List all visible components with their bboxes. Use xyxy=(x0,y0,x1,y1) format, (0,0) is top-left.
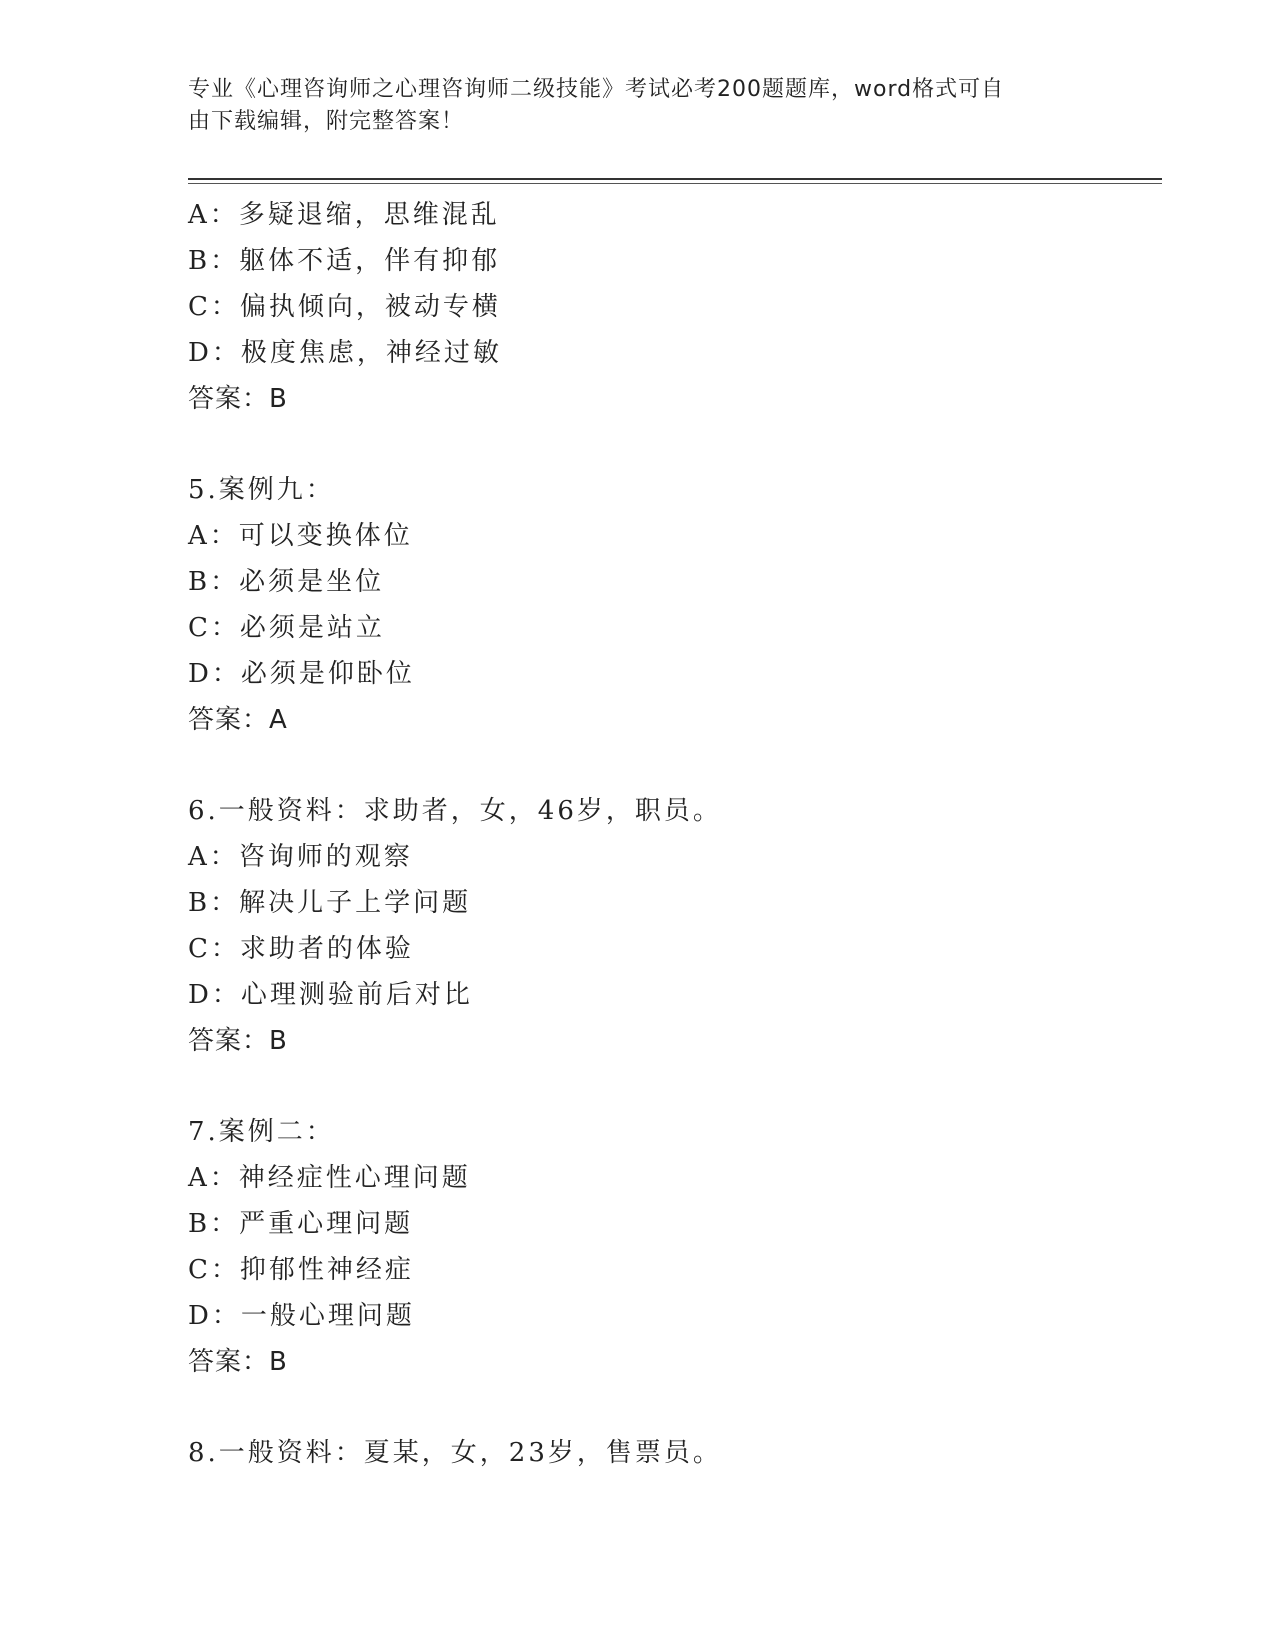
option-d: D：极度焦虑，神经过敏 xyxy=(188,338,502,368)
option-c: C：抑郁性神经症 xyxy=(188,1255,414,1285)
option-b: B：躯体不适，伴有抑郁 xyxy=(188,246,501,276)
question-title: 8.一般资料：夏某，女，23岁，售票员。 xyxy=(188,1438,722,1468)
question-block xyxy=(188,1109,1148,1385)
option-c: C：必须是站立 xyxy=(188,613,385,643)
spacer xyxy=(188,422,1148,467)
question-title: 6.一般资料：求助者，女，46岁，职员。 xyxy=(188,796,722,826)
option-a: A：多疑退缩，思维混乱 xyxy=(188,200,500,230)
option-a: A：神经症性心理问题 xyxy=(188,1163,471,1193)
answer-line: 答案：B xyxy=(188,1347,288,1377)
question-block xyxy=(188,192,1148,422)
option-d: D：心理测验前后对比 xyxy=(188,980,473,1010)
option-d: D：一般心理问题 xyxy=(188,1301,415,1331)
answer-line: 答案：A xyxy=(188,705,288,735)
document-header xyxy=(188,74,1078,138)
spacer xyxy=(188,743,1148,788)
header-divider-thick xyxy=(188,178,1162,180)
question-title: 7.案例二： xyxy=(188,1117,335,1147)
option-b: B：解决儿子上学问题 xyxy=(188,888,472,918)
header-divider-thin xyxy=(188,183,1162,184)
option-a: A：可以变换体位 xyxy=(188,521,413,551)
answer-line: 答案：B xyxy=(188,1026,288,1056)
spacer xyxy=(188,1385,1148,1430)
question-block xyxy=(188,1430,1148,1476)
option-a: A：咨询师的观察 xyxy=(188,842,413,872)
question-title: 5.案例九： xyxy=(188,475,335,505)
answer-line: 答案：B xyxy=(188,384,288,414)
question-block xyxy=(188,788,1148,1064)
header-line-2: 由下载编辑，附完整答案！ xyxy=(188,109,465,134)
option-c: C：偏执倾向，被动专横 xyxy=(188,292,501,322)
question-list xyxy=(188,192,1148,1476)
question-block xyxy=(188,467,1148,743)
header-line-1: 专业《心理咨询师之心理咨询师二级技能》考试必考200题题库，word格式可自 xyxy=(188,77,1005,102)
option-c: C：求助者的体验 xyxy=(188,934,414,964)
option-b: B：必须是坐位 xyxy=(188,567,385,597)
option-b: B：严重心理问题 xyxy=(188,1209,414,1239)
spacer xyxy=(188,1064,1148,1109)
option-d: D：必须是仰卧位 xyxy=(188,659,415,689)
